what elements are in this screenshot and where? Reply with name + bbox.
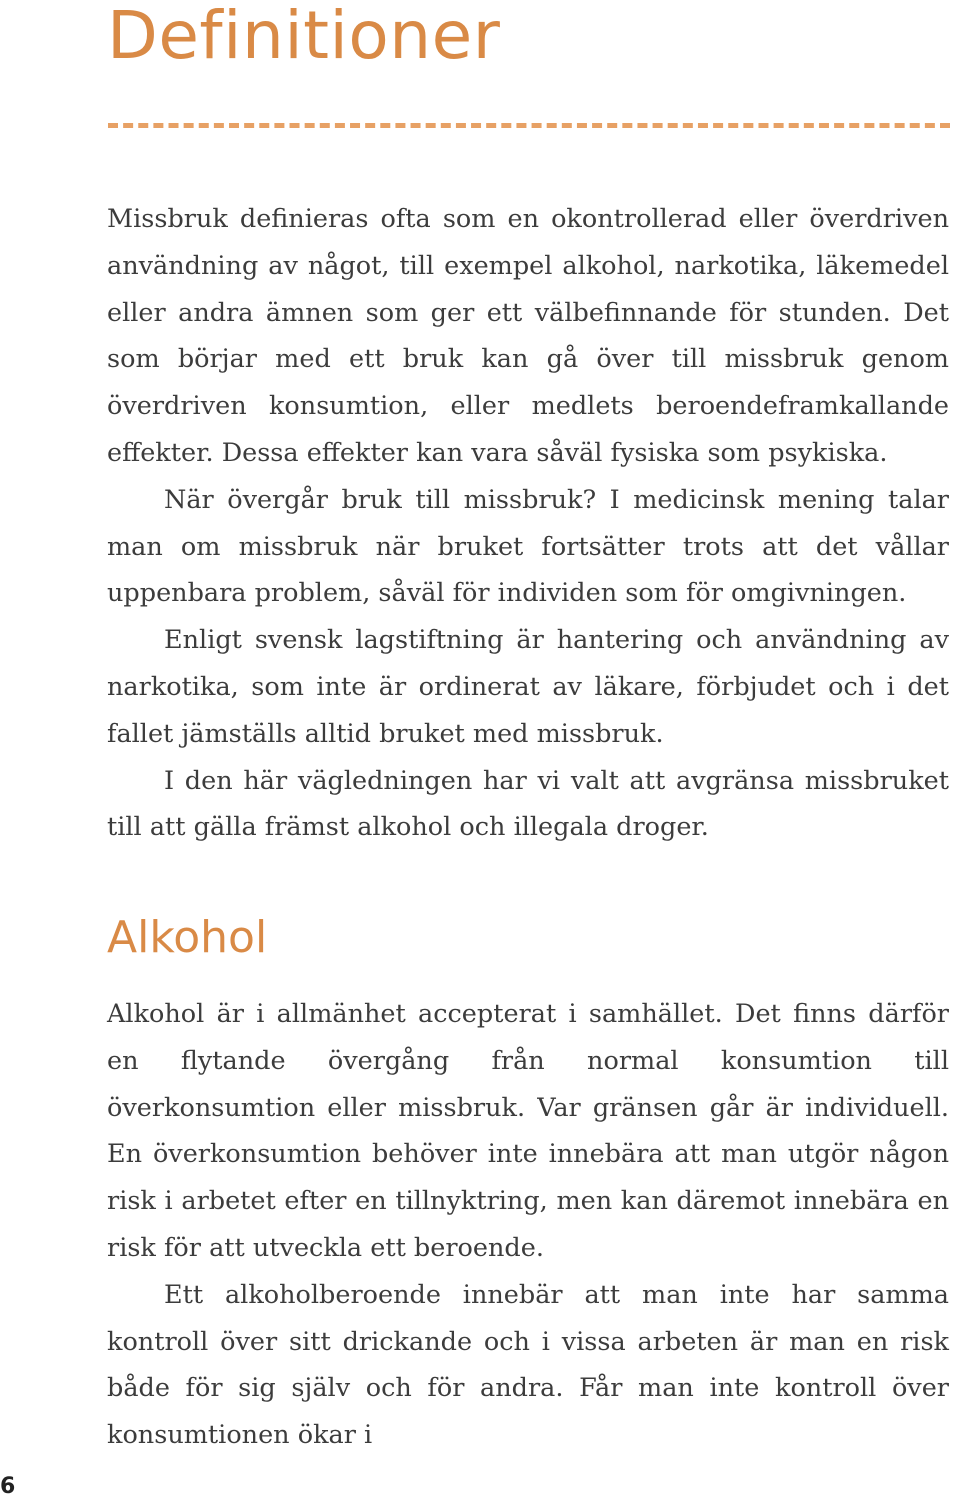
- dashed-divider: [108, 123, 950, 128]
- intro-paragraph-1: Missbruk definieras ofta som en okontrollerad eller överdriven användning av något, till exempel alkohol, narkotika, läkemedel eller andra ämnen som ger ett välbefinnande för stunden. Det som börjar med ett bruk kan gå över till missbruk genom överdriven konsumtion, eller medlets beroendeframkallande effekter. Dessa effekter kan vara såväl fysiska som psykiska.: [107, 204, 949, 468]
- page-title: Definitioner: [107, 0, 501, 74]
- section-heading-alkohol: Alkohol: [107, 912, 268, 963]
- page-number: 6: [0, 1474, 16, 1499]
- intro-paragraph-4: I den här vägledningen har vi valt att avgränsa missbruket till att gälla främst alkohol och illegala droger.: [107, 765, 949, 843]
- alcohol-section: [107, 991, 949, 1459]
- intro-paragraph-3: Enligt svensk lagstiftning är hantering och användning av narkotika, som inte är ordinerat av läkare, förbjudet och i det fallet jämställs alltid bruket med missbruk.: [107, 625, 949, 749]
- intro-paragraph-2: När övergår bruk till missbruk? I medicinsk mening talar man om missbruk när bruket fortsätter trots att det vållar uppenbara problem, såväl för individen som för omgivningen.: [107, 484, 949, 609]
- alcohol-paragraph-1: Alkohol är i allmänhet accepterat i samhället. Det finns därför en flytande övergång från normal konsumtion till överkonsumtion eller missbruk. Var gränsen går är individuell. En överkonsumtion behöver inte innebära att man utgör någon risk i arbetet efter en tillnyktring, men kan däremot innebära en risk för att utveckla ett beroende.: [107, 999, 949, 1263]
- intro-section: [107, 196, 949, 851]
- alcohol-paragraph-2: Ett alkoholberoende innebär att man inte har samma kontroll över sitt drickande och i vissa arbeten är man en risk både för sig själv och för andra. Får man inte kontroll över konsumtionen ökar i: [107, 1279, 949, 1451]
